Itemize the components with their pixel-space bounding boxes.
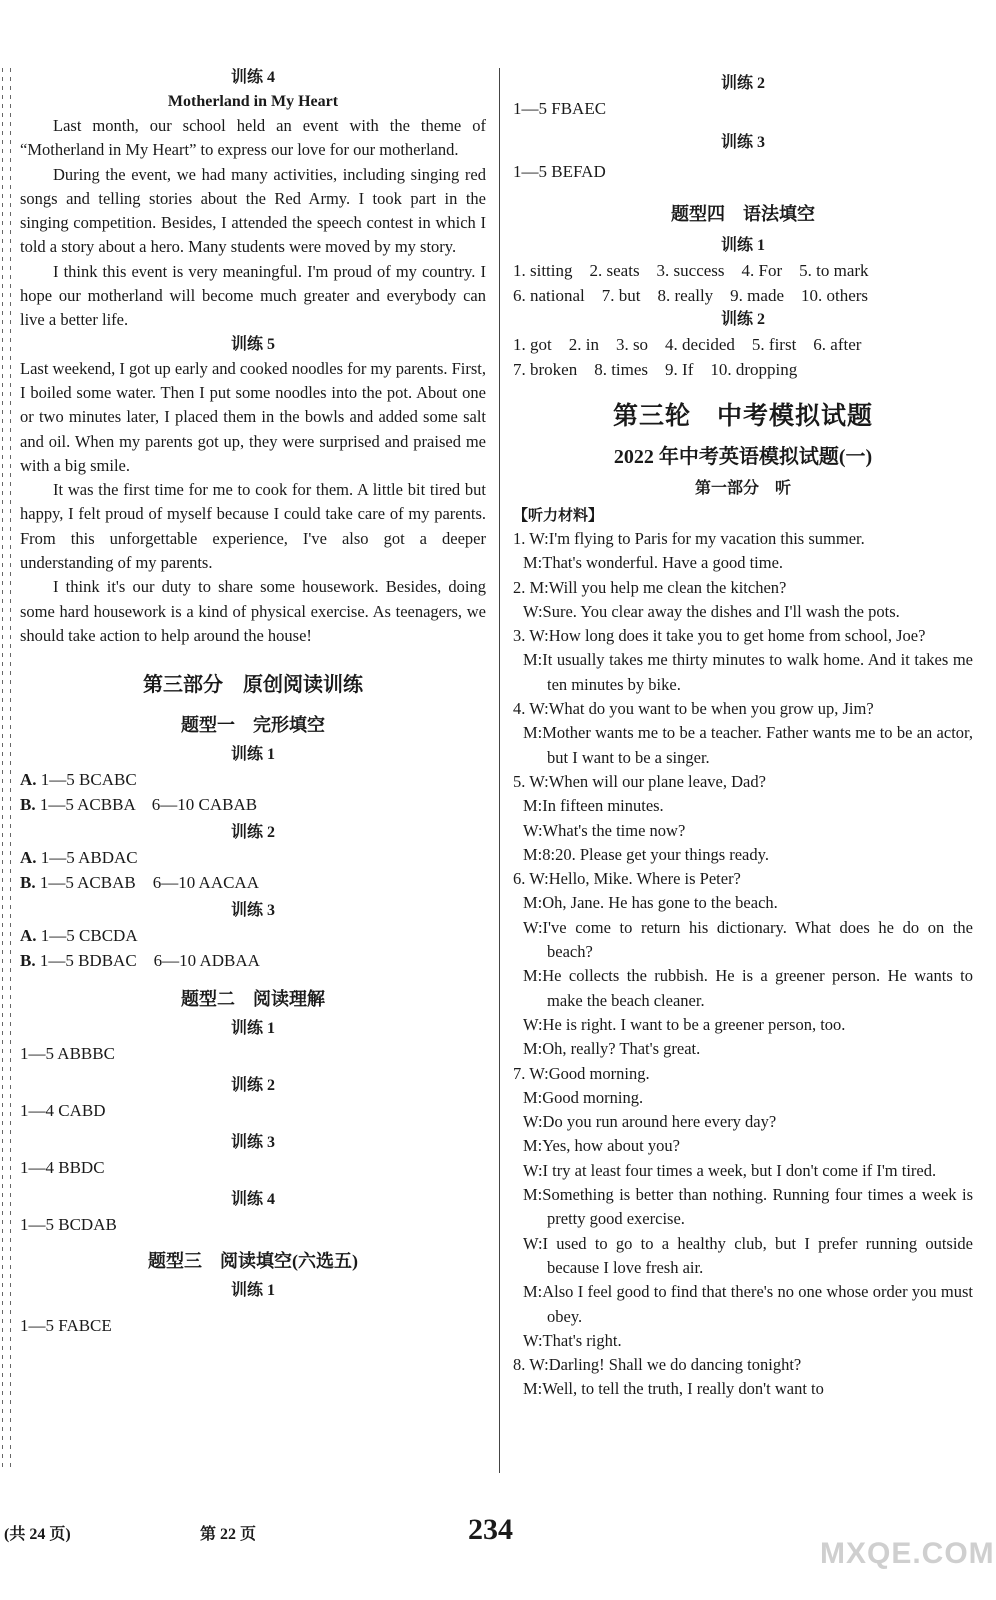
- dialogue-text: What do you want to be when you grow up, Jim?: [548, 699, 874, 719]
- speaker: M:: [529, 577, 549, 597]
- speaker: M:: [523, 844, 543, 864]
- answer-text: 1—5 BCDAB: [20, 1215, 117, 1235]
- dialogue-line: [513, 551, 973, 575]
- dialogue-text: Darling! Shall we do dancing tonight?: [548, 1355, 802, 1375]
- section-title: 训练 1: [230, 1282, 275, 1300]
- answer-row: [20, 792, 486, 817]
- section-title: 训练 2: [720, 75, 765, 92]
- dialogue-line: [513, 1353, 973, 1377]
- essay-paragraph: During the event, we had many activities, including singing red songs and telling stories about the Red Army. I took part in the singing competition. Besides, I attended the speech contest in which I told a story about a hero. Many students were moved by my story.: [20, 164, 486, 257]
- dialogue-line: [513, 648, 973, 697]
- dialogue-line: [513, 1086, 973, 1110]
- essay-title: Motherland in My Heart: [167, 93, 339, 110]
- dialogue-text: That's wonderful. Have a good time.: [542, 553, 784, 573]
- answer-row: [20, 948, 486, 973]
- dialogue-line: [513, 1280, 973, 1329]
- left-column: [20, 62, 486, 1338]
- dialogue-number: 3.: [513, 626, 530, 646]
- dialogue-text: How long does it take you to get home from school, Joe?: [548, 626, 926, 646]
- speaker: M:: [523, 893, 543, 913]
- dialogue-text: Well, to tell the truth, I really don't want to: [542, 1379, 824, 1399]
- dialogue-line: [513, 770, 973, 794]
- dialogue-text: I'm flying to Paris for my vacation this summer.: [548, 529, 865, 548]
- speaker: M:: [523, 650, 543, 670]
- speaker: W:: [529, 699, 549, 719]
- dialogue-line: [513, 1183, 973, 1232]
- dialogue-number: 7.: [513, 1063, 530, 1083]
- page-footer: [0, 1513, 996, 1570]
- type-heading: 题型三 阅读填空(六选五): [148, 1251, 358, 1272]
- dialogue-text: Good morning.: [542, 1087, 644, 1107]
- dialogue-text: Also I feel good to find that there's no one whose order you must obey.: [542, 1282, 973, 1326]
- part-title: 第一部分 听: [694, 480, 791, 497]
- speaker: W:: [523, 820, 543, 840]
- dialogue-line: [513, 1329, 973, 1353]
- speaker: W:: [529, 1063, 549, 1083]
- answer-text: 1. sitting 2. seats 3. success 4. For 5. to mark: [513, 261, 869, 280]
- dialogue-line: [513, 600, 973, 624]
- dialogue-line: [513, 964, 973, 1013]
- answer-text: 1—5 ABDAC: [40, 848, 138, 868]
- dialogue-number: 5.: [513, 771, 530, 791]
- speaker: W:: [523, 1014, 543, 1034]
- section-title: 训练 4: [230, 1191, 275, 1209]
- dialogue-text: Good morning.: [548, 1063, 650, 1083]
- dialogue-line: [513, 1134, 973, 1158]
- answer-label: A.: [20, 770, 41, 790]
- answer-text: 1—5 CBCDA: [40, 926, 138, 946]
- answer-label: A.: [20, 926, 41, 946]
- section-title: 训练 1: [230, 746, 275, 764]
- dialogue-number: 1.: [513, 529, 530, 548]
- exam-title: 2022 年中考英语模拟试题(一): [613, 446, 873, 468]
- answer-text: 6. national 7. but 8. really 9. made 10. others: [513, 286, 869, 305]
- answer-label: B.: [20, 795, 40, 815]
- section-title: 训练 5: [230, 335, 275, 353]
- section-title: 训练 3: [230, 902, 275, 920]
- speaker: W:: [529, 626, 549, 646]
- section-title: 训练 3: [230, 1134, 275, 1152]
- dialogue-number: 8.: [513, 1355, 530, 1375]
- answer-row: [20, 870, 486, 895]
- dialogue-text: I used to go to a healthy club, but I prefer running outside because I love fresh air.: [542, 1233, 973, 1277]
- dialogue-line: [513, 1377, 973, 1401]
- dialogue-line: [513, 721, 973, 770]
- dialogue-number: 4.: [513, 699, 530, 719]
- answer-text: 1—5 BEFAD: [513, 162, 606, 181]
- answer-text: 1—5 ACBBA 6—10 CABAB: [39, 795, 258, 815]
- answer-text: 1—5 BCABC: [40, 770, 137, 790]
- answer-row: [20, 923, 486, 948]
- round-title: 第三轮 中考模拟试题: [612, 403, 873, 430]
- answer-text: 1—5 FBAEC: [513, 99, 607, 118]
- answer-label: B.: [20, 951, 40, 971]
- dialogue-line: [513, 916, 973, 965]
- dialogue-line: [513, 843, 973, 867]
- dialogue-line: [513, 819, 973, 843]
- answer-text: 1—5 FABCE: [20, 1316, 112, 1336]
- dialogue-text: It usually takes me thirty minutes to walk home. And it takes me ten minutes by bike.: [542, 650, 973, 694]
- speaker: M:: [523, 1282, 543, 1302]
- answer-text: 1—5 BDBAC 6—10 ADBAA: [39, 951, 260, 971]
- dialogue-text: What's the time now?: [542, 820, 686, 840]
- speaker: M:: [523, 1039, 543, 1059]
- dialogue-text: 8:20. Please get your things ready.: [542, 844, 769, 864]
- dialogue-text: Do you run around here every day?: [542, 1112, 777, 1132]
- dialogue-line: [513, 1037, 973, 1061]
- section-title: 训练 3: [720, 134, 765, 151]
- dialogue-text: Sure. You clear away the dishes and I'll wash the pots.: [542, 601, 900, 621]
- type-heading: 题型二 阅读理解: [181, 989, 325, 1010]
- dialogue-text: Hello, Mike. Where is Peter?: [548, 869, 741, 889]
- part-title: 第三部分 原创阅读训练: [143, 674, 363, 697]
- answer-text: 1—4 CABD: [20, 1101, 106, 1121]
- dialogue-number: 6.: [513, 869, 530, 889]
- section-title: 训练 4: [230, 69, 275, 86]
- essay-paragraph: Last weekend, I got up early and cooked noodles for my parents. First, I boiled some water. Then I put some noodles into the pot. About one or two minutes later, I placed them in the bowls and added some salt and oil. When my parents got up, they were surprised and praised me with a big smile.: [20, 358, 487, 475]
- total-pages: (共 24 页): [4, 1526, 71, 1543]
- answer-row: [20, 767, 486, 792]
- dialogue-line: [513, 576, 973, 600]
- dialogue-line: [513, 1110, 973, 1134]
- essay-paragraph: It was the first time for me to cook for them. A little bit tired but happy, I felt proud of myself because I could take care of my parents. From this unforgettable experience, I've also got a deeper understanding of my parents.: [20, 480, 486, 573]
- speaker: M:: [523, 966, 543, 986]
- dialogue-line: [513, 527, 973, 551]
- dialogue-text: When will our plane leave, Dad?: [548, 771, 766, 791]
- type-heading: 题型一 完形填空: [181, 715, 325, 736]
- speaker: W:: [523, 917, 543, 937]
- section-title: 训练 2: [720, 311, 765, 328]
- material-label: 【听力材料】: [513, 508, 604, 524]
- speaker: M:: [523, 723, 543, 743]
- dialogue-text: Oh, really? That's great.: [542, 1039, 701, 1059]
- page-number: 234: [468, 1513, 513, 1546]
- dialogue-text: He collects the rubbish. He is a greener person. He wants to make the beach cleaner.: [542, 966, 973, 1010]
- dialogue-line: [513, 1013, 973, 1037]
- dialogue-text: Yes, how about you?: [542, 1136, 680, 1156]
- dialogue-text: I've come to return his dictionary. What does he do on the beach?: [542, 917, 973, 962]
- answer-text: 1—5 ABBBC: [20, 1044, 115, 1064]
- left-margin-dashes: [2, 68, 3, 1468]
- page-indicator: 第 22 页: [200, 1526, 257, 1543]
- dialogue-line: [513, 794, 973, 818]
- answer-label: A.: [20, 848, 41, 868]
- speaker: W:: [523, 1330, 543, 1350]
- dialogue-line: [513, 891, 973, 915]
- dialogue-number: 2.: [513, 577, 530, 597]
- speaker: M:: [523, 796, 543, 816]
- speaker: M:: [523, 1379, 543, 1399]
- dialogue-text: Will you help me clean the kitchen?: [548, 577, 787, 597]
- section-title: 训练 1: [230, 1020, 275, 1038]
- dialogue-text: In fifteen minutes.: [542, 796, 664, 816]
- speaker: M:: [523, 1185, 543, 1205]
- speaker: W:: [529, 529, 549, 548]
- answer-label: B.: [20, 873, 40, 893]
- right-column: [513, 62, 973, 1402]
- dialogue-text: Oh, Jane. He has gone to the beach.: [542, 893, 778, 913]
- answer-text: 1. got 2. in 3. so 4. decided 5. first 6. after: [513, 335, 862, 354]
- dialogue-line: [513, 624, 973, 648]
- speaker: W:: [529, 869, 549, 889]
- speaker: W:: [523, 1160, 543, 1180]
- speaker: W:: [523, 1233, 543, 1253]
- essay-paragraph: I think it's our duty to share some housework. Besides, doing some hard housework is a kind of physical exercise. As teenagers, we should take action to help around the house!: [20, 577, 486, 645]
- speaker: W:: [529, 1355, 549, 1375]
- dialogue-line: [513, 697, 973, 721]
- answer-row: [20, 845, 486, 870]
- type-heading: 题型四 语法填空: [671, 204, 815, 224]
- section-title: 训练 1: [720, 237, 765, 254]
- dialogue-line: [513, 1062, 973, 1086]
- dialogue-text: Something is better than nothing. Running four times a week is pretty good exercise.: [542, 1185, 973, 1229]
- speaker: W:: [523, 1112, 543, 1132]
- essay-paragraph: Last month, our school held an event with the theme of “Motherland in My Heart” to express our love for our motherland.: [20, 116, 486, 160]
- dialogue-line: [513, 1232, 973, 1281]
- speaker: W:: [529, 771, 549, 791]
- dialogue-text: That's right.: [542, 1330, 622, 1350]
- speaker: M:: [523, 553, 543, 573]
- speaker: M:: [523, 1087, 543, 1107]
- dialogue-text: I try at least four times a week, but I don't come if I'm tired.: [542, 1160, 937, 1180]
- section-title: 训练 2: [230, 824, 275, 842]
- answer-text: 1—5 ACBAB 6—10 AACAA: [39, 873, 259, 893]
- speaker: W:: [523, 601, 543, 621]
- column-divider: [499, 68, 500, 1473]
- section-title: 训练 2: [230, 1077, 275, 1095]
- watermark: MXQE.COM: [820, 1537, 995, 1570]
- dialogue-line: [513, 1159, 973, 1183]
- answer-text: 7. broken 8. times 9. If 10. dropping: [513, 360, 798, 379]
- speaker: M:: [523, 1136, 543, 1156]
- essay-paragraph: I think this event is very meaningful. I'm proud of my country. I hope our motherland will become much greater and everybody can live a better life.: [20, 261, 486, 330]
- dialogue-line: [513, 867, 973, 891]
- dialogue-text: He is right. I want to be a greener person, too.: [542, 1014, 846, 1034]
- answer-text: 1—4 BBDC: [20, 1158, 105, 1178]
- left-margin-dashes-2: [10, 68, 11, 1468]
- dialogue-text: Mother wants me to be a teacher. Father wants me to be an actor, but I want to be a singer.: [542, 723, 973, 767]
